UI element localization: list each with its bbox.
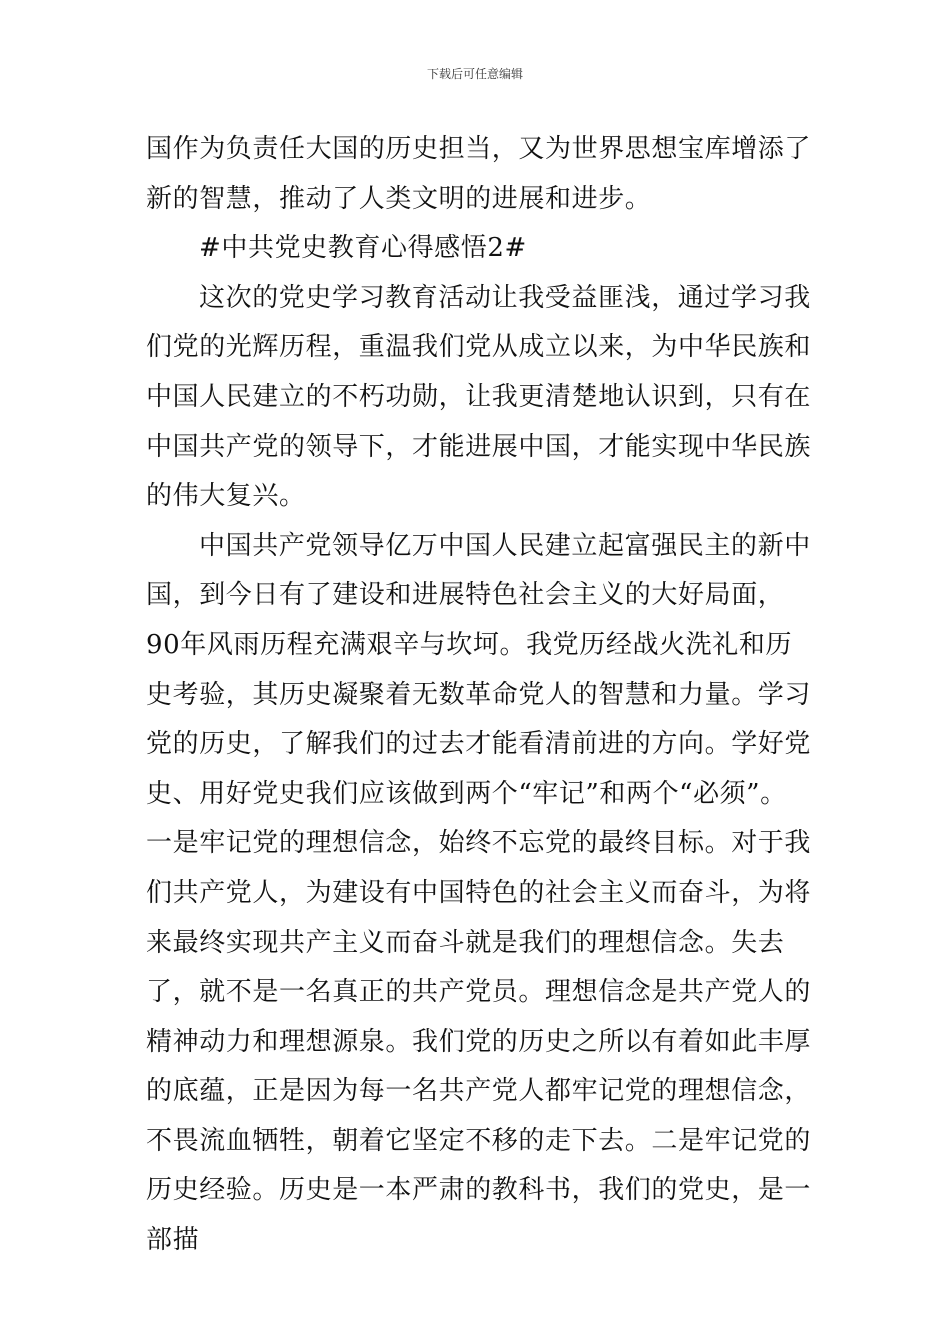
document-body [146,125,811,1266]
paragraph-continued: 国作为负责任大国的历史担当，又为世界思想宝库增添了新的智慧，推动了人类文明的进展和进步。 [146,134,812,214]
page-header-note: 下载后可任意编辑 [426,67,523,81]
paragraph: 中国共产党领导亿万中国人民建立起富强民主的新中国，到今日有了建设和进展特色社会主义的大好局面，90年风雨历程充满艰辛与坎坷。我党历经战火洗礼和历史考验，其历史凝聚着无数革命党人的智慧和力量。学习党的历史，了解我们的过去才能看清前进的方向。学好党史、用好党史我们应该做到两个“牢记”和两个“必须”。一是牢记党的理想信念，始终不忘党的最终目标。对于我们共产党人，为建设有中国特色的社会主义而奋斗，为将来最终实现共产主义而奋斗就是我们的理想信念。失去了，就不是一名真正的共产党员。理想信念是共产党人的精神动力和理想源泉。我们党的历史之所以有着如此丰厚的底蕴，正是因为每一名共产党人都牢记党的理想信念，不畏流血牺牲，朝着它坚定不移的走下去。二是牢记党的历史经验。历史是一本严肃的教科书，我们的党史，是一部描 [146,530,812,1256]
paragraph: 这次的党史学习教育活动让我受益匪浅，通过学习我们党的光辉历程，重温我们党从成立以来，为中华民族和中国人民建立的不朽功勋，让我更清楚地认识到，只有在中国共产党的领导下，才能进展中国，才能实现中华民族的伟大复兴。 [146,282,812,512]
section-heading: #中共党史教育心得感悟2# [199,233,527,264]
